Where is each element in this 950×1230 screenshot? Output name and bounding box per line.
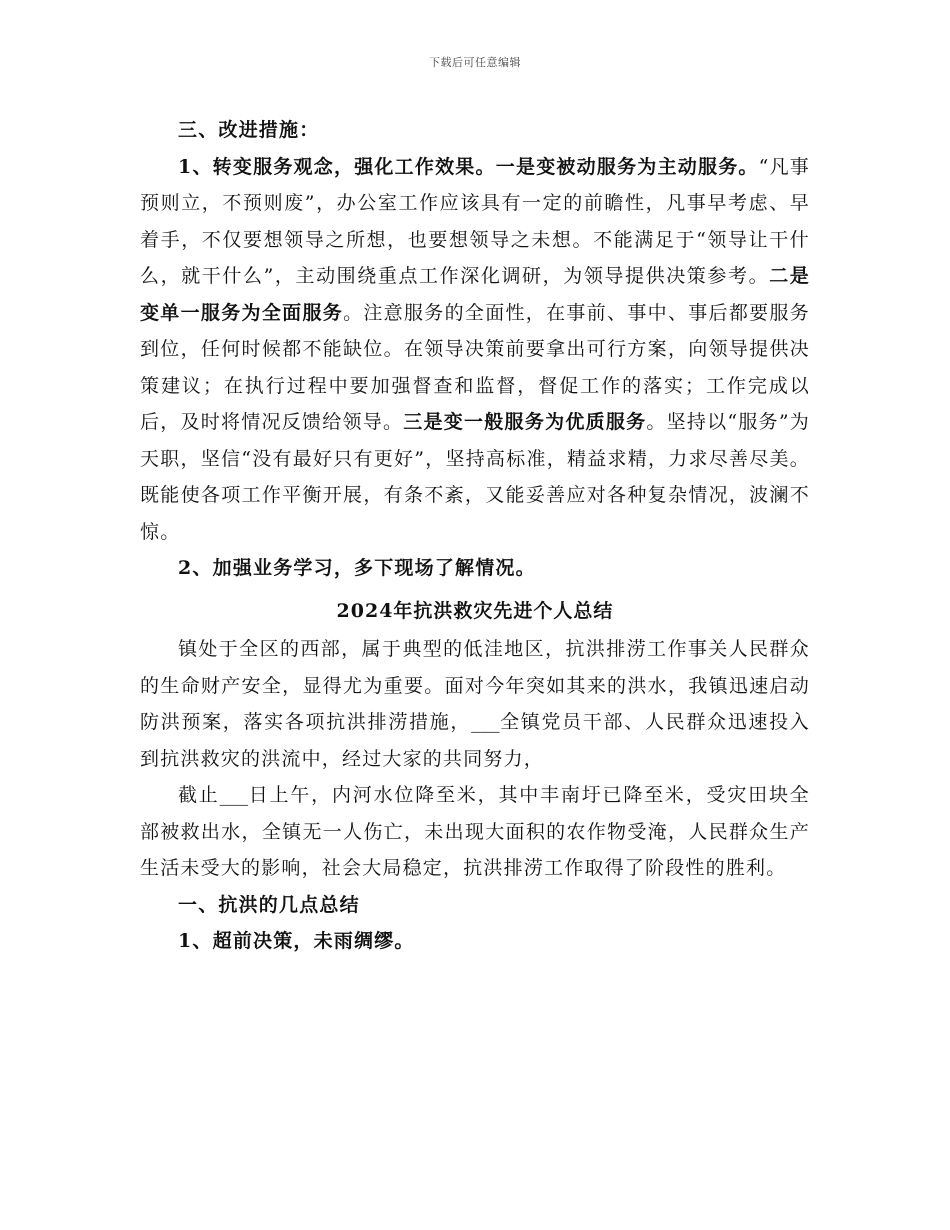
point1-text: “凡事预则立，不预则废”，办公室工作应该具有一定的前瞻性，凡事早考虑、早着手，不仅要想领导之所想，也要想领导之未想。不能满足于“领导让干什么，就干什么”，主动围绕重点工作深化调研，为领导提供决策参考。 <box>140 155 810 287</box>
paragraph-intro <box>140 631 810 777</box>
section-heading-improvements: 三、改进措施： <box>178 119 320 141</box>
blank-field-2: ___ <box>219 784 249 806</box>
point2-title: 二是变单一服务为全面服务 <box>140 265 810 324</box>
intro-text-b: 全镇党员干部、人民群众迅速投入到抗洪救灾的洪流中，经过大家的共同努力， <box>140 711 810 770</box>
item1-title: 1、转变服务观念，强化工作效果。 <box>178 155 496 178</box>
result-text-b: 日上午，内河水位降至米，其中丰南圩已降至米，受灾田块全部被救出水，全镇无一人伤亡，未出现大面积的农作物受淹，人民群众生产生活未受大的影响，社会大局稳定，抗洪排涝工作取得了阶段性的胜利。 <box>140 784 810 879</box>
paragraph-item1 <box>140 149 810 551</box>
point1-title: 一是变被动服务为主动服务。 <box>495 155 759 178</box>
paragraph-result <box>140 777 810 887</box>
document-body <box>140 112 810 960</box>
item2-heading: 2、加强业务学习，多下现场了解情况。 <box>178 557 536 579</box>
page-header: 下载后可任意编辑 <box>429 56 521 69</box>
point3-text: 。坚持以“服务”为天职，坚信“没有最好只有更好”，坚持高标准，精益求精，力求尽善尽美。既能使各项工作平衡开展，有条不紊，又能妥善应对各种复杂情况，波澜不惊。 <box>140 411 810 543</box>
intro-text-a: 镇处于全区的西部，属于典型的低洼地区，抗洪排涝工作事关人民群众的生命财产安全，显得尤为重要。面对今年突如其来的洪水，我镇迅速启动防洪预案，落实各项抗洪排涝措施， <box>140 638 810 733</box>
result-text-a: 截止 <box>178 784 220 806</box>
blank-field-1: ___ <box>471 711 500 733</box>
section-heading-summary: 一、抗洪的几点总结 <box>178 893 360 916</box>
point3-title: 三是变一般服务为优质服务 <box>403 411 647 433</box>
point2-text: 。注意服务的全面性，在事前、事中、事后都要服务到位，任何时候都不能缺位。在领导决策前要拿出可行方案，向领导提供决策建议；在执行过程中要加强督查和监督，督促工作的落实；工作完成以后，及时将情况反馈给领导。 <box>140 301 810 433</box>
summary-item1-heading: 1、超前决策，未雨绸缪。 <box>178 930 415 952</box>
document-title: 2024年抗洪救灾先进个人总结 <box>336 599 614 622</box>
